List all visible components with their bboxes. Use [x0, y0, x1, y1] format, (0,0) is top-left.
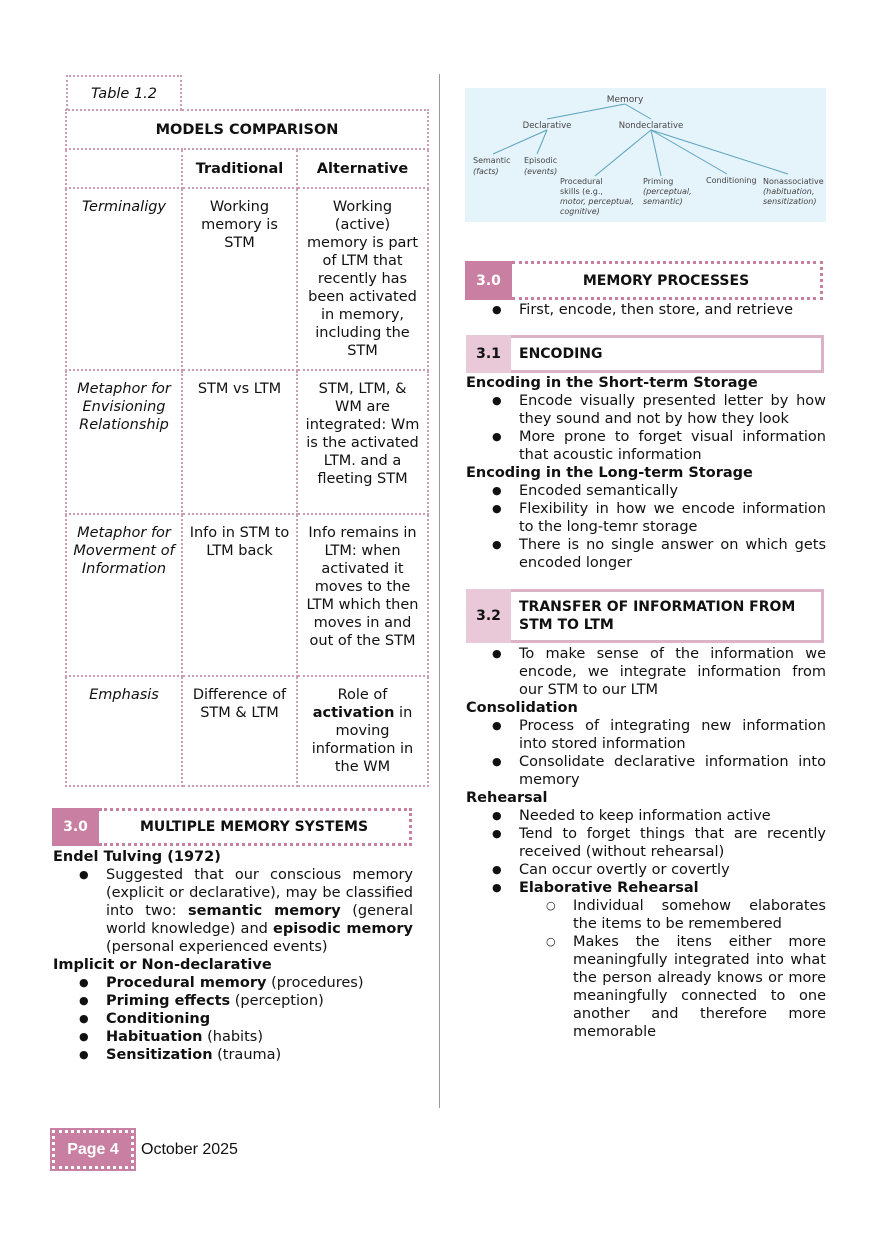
diagram-root: Memory — [606, 95, 644, 105]
list-item: ● Process of integrating new information into stored information — [466, 717, 826, 753]
diagram-conditioning: Conditioning — [706, 176, 757, 185]
list-item: ● First, encode, then store, and retrieve — [466, 301, 826, 319]
table-row — [66, 370, 428, 514]
memory-taxonomy-diagram — [465, 88, 826, 222]
list-item: ● Can occur overtly or covertly — [466, 861, 826, 879]
list-item: ● There is no single answer on which gets encoded longer — [466, 536, 826, 572]
lts-heading: Encoding in the Long-term Storage — [466, 465, 753, 481]
row-label: Metaphor for Moverment of Information — [66, 514, 182, 676]
table-row — [66, 188, 428, 370]
list-item: ● Flexibility in how we encode information to the long-temr storage — [466, 500, 826, 536]
table-header-empty — [66, 149, 182, 188]
consolidation-heading: Consolidation — [466, 700, 578, 716]
rehearsal-heading: Rehearsal — [466, 790, 548, 806]
alternative-cell: Role of activation in moving information in the WM — [297, 676, 428, 786]
alternative-cell: Working (active) memory is part of LTM that recently has been activated in memory, including the STM — [297, 188, 428, 370]
section-number: 3.0 — [52, 808, 99, 846]
list-item: ● More prone to forget visual information that acoustic information — [466, 428, 826, 464]
list-item: ● Encoded semantically — [466, 482, 826, 500]
row-label: Terminaligy — [66, 188, 182, 370]
list-item: ● Procedural memory (procedures) — [53, 974, 413, 992]
table-row — [66, 514, 428, 676]
diagram-semantic: Semantic (facts) — [473, 156, 511, 176]
table-title: MODELS COMPARISON — [66, 110, 428, 149]
encoding-body — [466, 374, 826, 572]
memory-processes-body — [466, 301, 826, 319]
list-item: ● Encode visually presented letter by how they sound and not by how they look — [466, 392, 826, 428]
row-label: Emphasis — [66, 676, 182, 786]
section-title: MEMORY PROCESSES — [512, 261, 823, 300]
list-item: ● Habituation (habits) — [53, 1028, 413, 1046]
section-number: 3.2 — [466, 589, 511, 643]
author-heading: Endel Tulving (1972) — [53, 849, 221, 865]
diagram-nonassociative: Nonassociative (habituation, sensitization) — [763, 177, 824, 206]
diagram-procedural: Procedural skills (e.g., motor, perceptual, cognitive) — [560, 177, 634, 216]
table-header-traditional: Traditional — [182, 149, 297, 188]
alternative-cell: Info remains in LTM: when activated it moves to the LTM which then moves in and out of the STM — [297, 514, 428, 676]
list-item: ● Elaborative Rehearsal — [466, 879, 826, 897]
sub-list-item: ○ Individual somehow elaborates the items to be remembered — [466, 897, 826, 933]
footer-date: October 2025 — [141, 1141, 238, 1158]
diagram-nondeclarative: Nondeclarative — [618, 121, 684, 131]
table-row — [66, 676, 428, 786]
diagram-episodic: Episodic (events) — [524, 156, 558, 176]
traditional-cell: Info in STM to LTM back — [182, 514, 297, 676]
sub-list-item: ○ Makes the itens either more meaningfully integrated into what the person already knows or more meaningfully connected to one another and therefore more memorable — [466, 933, 826, 1041]
section-header-transfer — [466, 589, 824, 643]
traditional-cell: STM vs LTM — [182, 370, 297, 514]
list-item: ● Priming effects (perception) — [53, 992, 413, 1010]
row-label: Metaphor for Envisioning Relationship — [66, 370, 182, 514]
list-item: ● To make sense of the information we encode, we integrate information from our STM to our LTM — [466, 645, 826, 699]
list-item: ● Conditioning — [53, 1010, 413, 1028]
traditional-cell: Difference of STM & LTM — [182, 676, 297, 786]
section-title: MULTIPLE MEMORY SYSTEMS — [99, 808, 412, 846]
traditional-cell: Working memory is STM — [182, 188, 297, 370]
section-header-memory-processes — [465, 261, 823, 300]
list-item: ● Needed to keep information active — [466, 807, 826, 825]
column-divider — [439, 74, 440, 1108]
section-header-encoding — [466, 335, 824, 373]
list-item: ● Consolidate declarative information into memory — [466, 753, 826, 789]
page-number-badge: Page 4 — [52, 1130, 134, 1169]
section-number: 3.0 — [465, 261, 512, 300]
section-title: TRANSFER OF INFORMATION FROM STM TO LTM — [511, 589, 824, 643]
table-header-alternative: Alternative — [297, 149, 428, 188]
transfer-body — [466, 645, 826, 1041]
diagram-declarative: Declarative — [522, 121, 572, 131]
multiple-systems-body — [53, 848, 413, 1064]
list-item: ● Sensitization (trauma) — [53, 1046, 413, 1064]
list-item: ● Tend to forget things that are recently received (without rehearsal) — [466, 825, 826, 861]
table-caption: Table 1.2 — [66, 75, 182, 110]
diagram-priming: Priming (perceptual, semantic) — [643, 177, 692, 206]
section-header-multiple-memory-systems — [52, 808, 412, 846]
section-title: ENCODING — [511, 335, 824, 373]
implicit-heading: Implicit or Non-declarative — [53, 957, 272, 973]
alternative-cell: STM, LTM, & WM are integrated: Wm is the activated LTM. and a fleeting STM — [297, 370, 428, 514]
sts-heading: Encoding in the Short-term Storage — [466, 375, 758, 391]
models-comparison-table — [65, 109, 429, 787]
list-item: ● Suggested that our conscious memory (explicit or declarative), may be classified into two: semantic memory (general world knowledge) and episodic memory (personal experienced events) — [53, 866, 413, 956]
section-number: 3.1 — [466, 335, 511, 373]
